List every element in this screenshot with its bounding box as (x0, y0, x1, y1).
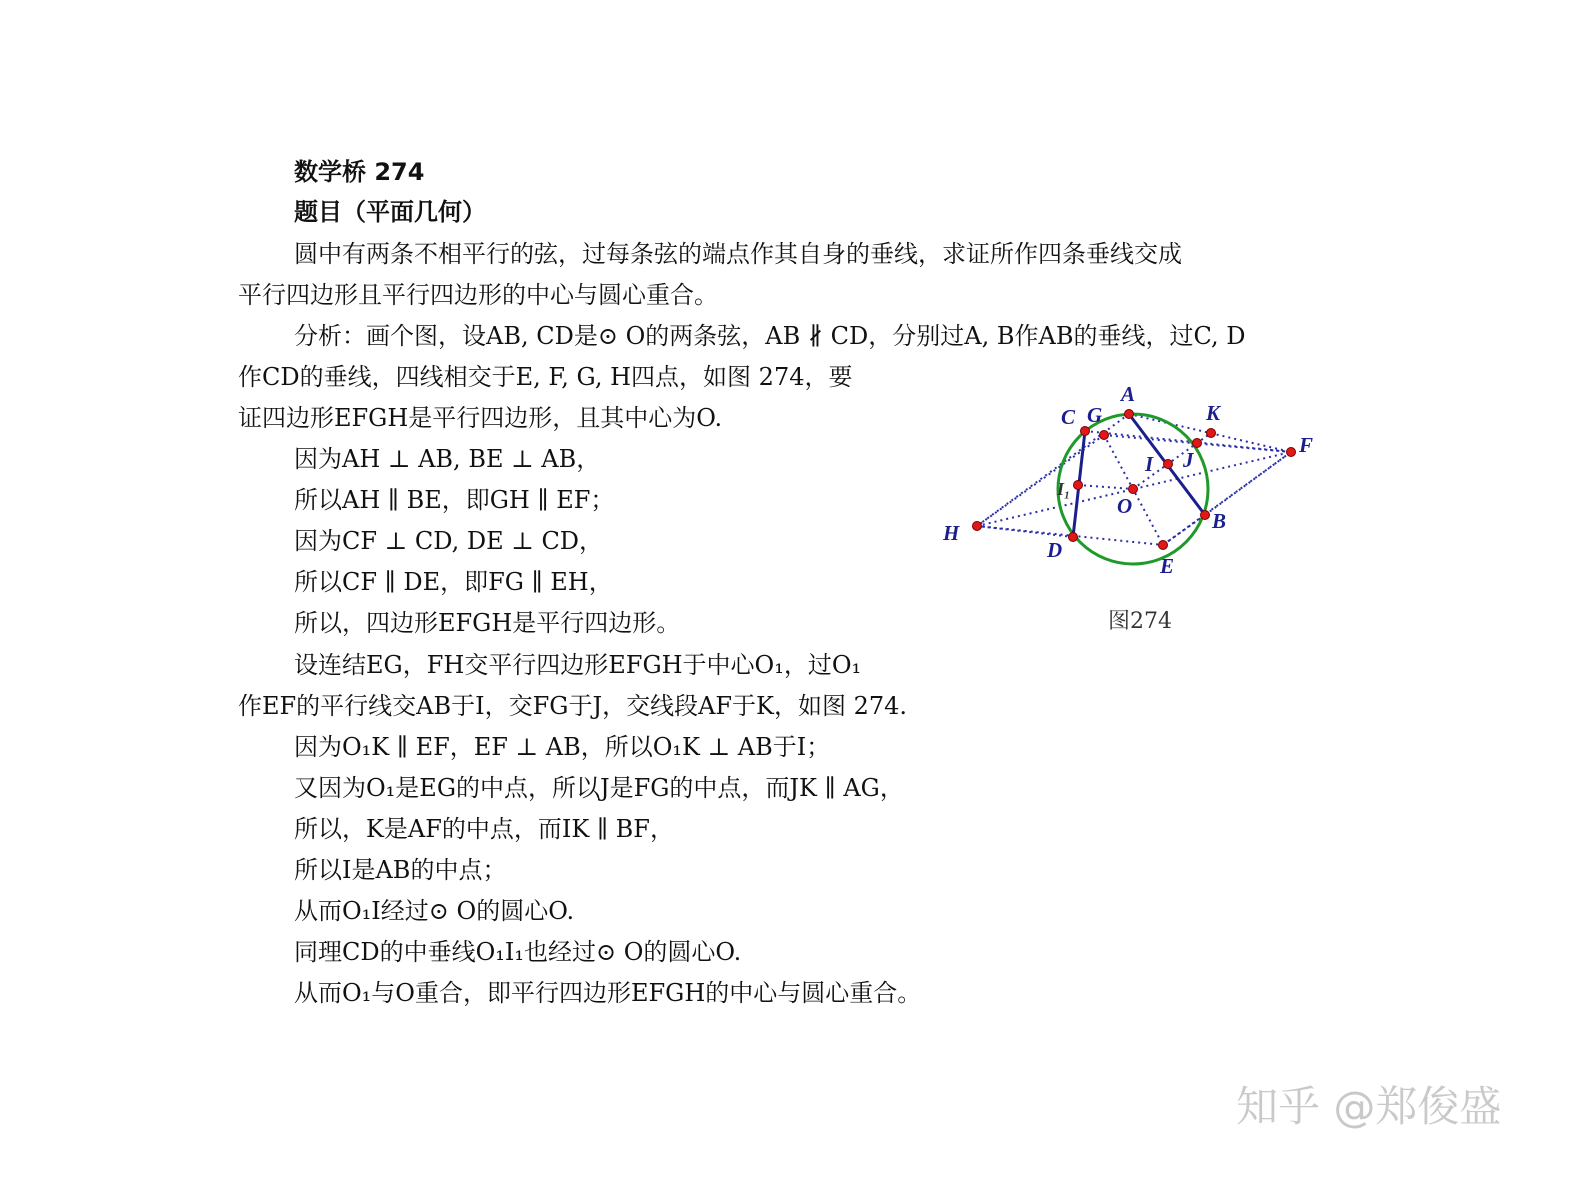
label-E: E (1160, 554, 1175, 575)
label-C: C (1061, 405, 1076, 429)
point-E (1159, 541, 1168, 550)
point-G (1100, 431, 1109, 440)
proof-line: 所以CF ∥ DE，即FG ∥ EH， (294, 568, 613, 596)
point-I1 (1074, 481, 1083, 490)
figure-caption: 图274 (1108, 609, 1172, 634)
point-I (1164, 460, 1173, 469)
label-K: K (1206, 401, 1221, 425)
series-title: 数学桥 274 (294, 158, 425, 186)
point-F (1287, 448, 1296, 457)
point-B (1201, 511, 1210, 520)
line-DH (977, 526, 1073, 537)
label-B: B (1212, 509, 1227, 533)
label-I: I (1145, 452, 1154, 476)
point-A (1125, 410, 1134, 419)
proof-line: 又因为O₁是EG的中点，所以J是FG的中点，而JK ∥ AG， (294, 774, 904, 802)
line-GH (977, 435, 1104, 526)
point-K (1207, 429, 1216, 438)
point-J (1193, 439, 1202, 448)
proof-line: 从而O₁I经过⊙ O的圆心O. (294, 897, 575, 925)
point-C (1081, 427, 1090, 436)
line-I1-O (1078, 485, 1133, 489)
proof-line: 同理CD的中垂线O₁I₁也经过⊙ O的圆心O. (294, 938, 742, 966)
label-F: F (1299, 433, 1314, 457)
proof-line: 因为AH ⊥ AB, BE ⊥ AB， (294, 445, 601, 473)
label-I1: I₁ (1057, 479, 1071, 499)
label-A: A (1121, 382, 1136, 406)
proof-line: 设连结EG，FH交平行四边形EFGH于中心O₁，过O₁ (294, 651, 862, 679)
watermark: 知乎 @郑俊盛 (1236, 1082, 1502, 1131)
label-J: J (1183, 448, 1194, 472)
problem-line-2: 平行四边形且平行四边形的中心与圆心重合。 (238, 281, 718, 309)
proof-line: 从而O₁与O重合，即平行四边形EFGH的中心与圆心重合。 (294, 979, 922, 1007)
analysis-line-3: 证四边形EFGH是平行四边形，且其中心为O. (238, 404, 723, 432)
label-G: G (1087, 403, 1103, 427)
problem-heading: 题目（平面几何） (294, 198, 486, 226)
proof-line: 作EF的平行线交AB于I，交FG于J，交线段AF于K，如图 274. (238, 692, 908, 720)
label-O: O (1117, 494, 1133, 518)
label-H: H (943, 521, 960, 545)
label-D: D (1047, 538, 1063, 562)
point-H (973, 522, 982, 531)
proof-line: 因为CF ⊥ CD, DE ⊥ CD， (294, 527, 604, 555)
analysis-line-1: 分析：画个图，设AB, CD是⊙ O的两条弦，AB ∦ CD，分别过A, B作AB的垂线，过C, D (294, 322, 1246, 350)
proof-line: 因为O₁K ∥ EF，EF ⊥ AB，所以O₁K ⊥ AB于I； (294, 733, 831, 761)
proof-line: 所以，K是AF的中点，而IK ∥ BF， (294, 815, 674, 843)
proof-line: 所以I是AB的中点； (294, 856, 507, 884)
line-BE (1163, 515, 1205, 545)
construction-lines (977, 414, 1291, 545)
geometry-figure (935, 375, 1335, 575)
point-D (1069, 533, 1078, 542)
problem-line-1: 圆中有两条不相平行的弦，过每条弦的端点作其自身的垂线，求证所作四条垂线交成 (294, 240, 1182, 268)
proof-line: 所以，四边形EFGH是平行四边形。 (294, 609, 681, 637)
proof-line: 所以AH ∥ BE，即GH ∥ EF； (294, 486, 615, 514)
point-O (1129, 485, 1138, 494)
analysis-line-2: 作CD的垂线，四线相交于E, F, G, H四点，如图 274，要 (238, 363, 853, 391)
